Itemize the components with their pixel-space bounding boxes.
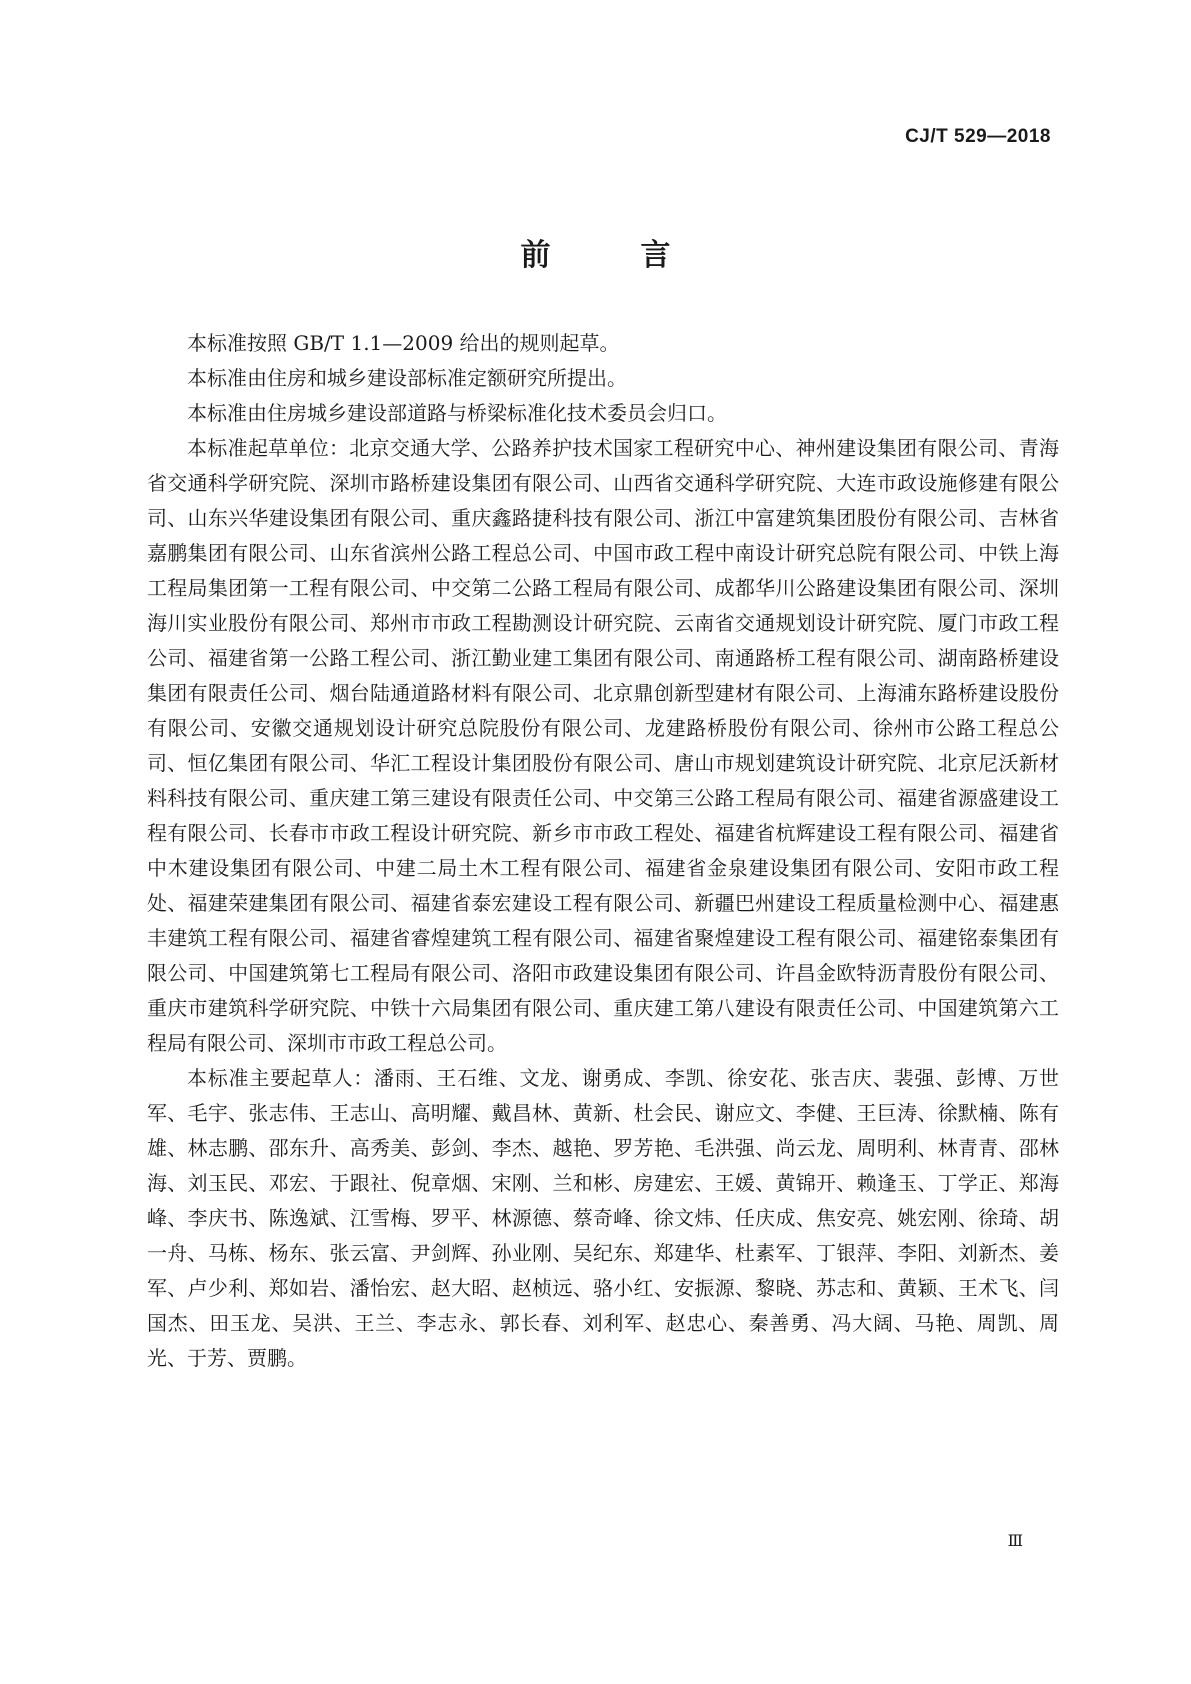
page-title: 前 言 (520, 238, 701, 273)
paragraph-proposer: 本标准由住房和城乡建设部标准定额研究所提出。 (187, 366, 627, 390)
page-number: Ⅲ (1007, 1531, 1023, 1550)
paragraph-centralized-unit: 本标准由住房城乡建设部道路与桥梁标准化技术委员会归口。 (187, 401, 727, 425)
paragraph-drafting-units: 本标准起草单位：北京交通大学、公路养护技术国家工程研究中心、神州建设集团有限公司、青海省交通科学研究院、深圳市路桥建设集团有限公司、山西省交通科学研究院、大连市政设施修建有限公司、山东兴华建设集团有限公司、重庆鑫路捷科技有限公司、浙江中富建筑集团股份有限公司、吉林省嘉鹏集团有限公司、山东省滨州公路工程总公司、中国市政工程中南设计研究总院有限公司、中铁上海工程局集团第一工程有限公司、中交第二公路工程局有限公司、成都华川公路建设集团有限公司、深圳海川实业股份有限公司、郑州市市政工程勘测设计研究院、云南省交通规划设计研究院、厦门市政工程公司、福建省第一公路工程公司、浙江勤业建工集团有限公司、南通路桥工程有限公司、湖南路桥建设集团有限责任公司、烟台陆通道路材料有限公司、北京鼎创新型建材有限公司、上海浦东路桥建设股份有限公司、安徽交通规划设计研究总院股份有限公司、龙建路桥股份有限公司、徐州市公路工程总公司、恒亿集团有限公司、华汇工程设计集团股份有限公司、唐山市规划建筑设计研究院、北京尼沃新材料科技有限公司、重庆建工第三建设有限责任公司、中交第三公路工程局有限公司、福建省源盛建设工程有限公司、长春市市政工程设计研究院、新乡市市政工程处、福建省杭辉建设工程有限公司、福建省中木建设集团有限公司、中建二局土木工程有限公司、福建省金泉建设集团有限公司、安阳市政工程处、福建荣建集团有限公司、福建省泰宏建设工程有限公司、新疆巴州建设工程质量检测中心、福建惠丰建筑工程有限公司、福建省睿煌建筑工程有限公司、福建省聚煌建设工程有限公司、福建铭泰集团有限公司、中国建筑第七工程局有限公司、洛阳市政建设集团有限公司、许昌金欧特沥青股份有限公司、重庆市建筑科学研究院、中铁十六局集团有限公司、重庆建工第八建设有限责任公司、中国建筑第六工程局有限公司、深圳市市政工程总公司。 (147, 436, 1059, 1055)
paragraph-drafting-rules: 本标准按照 GB/T 1.1—2009 给出的规则起草。 (187, 331, 620, 355)
standard-code: CJ/T 529—2018 (905, 126, 1051, 147)
document-body (147, 326, 1059, 1376)
paragraph-main-drafters: 本标准主要起草人：潘雨、王石维、文龙、谢勇成、李凯、徐安花、张吉庆、裴强、彭博、万世军、毛宇、张志伟、王志山、高明耀、戴昌林、黄新、杜会民、谢应文、李健、王巨涛、徐默楠、陈有雄、林志鹏、邵东升、高秀美、彭剑、李杰、越艳、罗芳艳、毛洪强、尚云龙、周明利、林青青、邵林海、刘玉民、邓宏、于跟社、倪章烟、宋刚、兰和彬、房建宏、王媛、黄锦开、赖逢玉、丁学正、郑海峰、李庆书、陈逸斌、江雪梅、罗平、林源德、蔡奇峰、徐文炜、任庆成、焦安亮、姚宏刚、徐琦、胡一舟、马栋、杨东、张云富、尹剑辉、孙业刚、吴纪东、郑建华、杜素军、丁银萍、李阳、刘新杰、姜军、卢少利、郑如岩、潘怡宏、赵大昭、赵桢远、骆小红、安振源、黎晓、苏志和、黄颖、王术飞、闫国杰、田玉龙、吴洪、王兰、李志永、郭长春、刘利军、赵忠心、秦善勇、冯大阔、马艳、周凯、周光、于芳、贾鹏。 (147, 1066, 1059, 1370)
